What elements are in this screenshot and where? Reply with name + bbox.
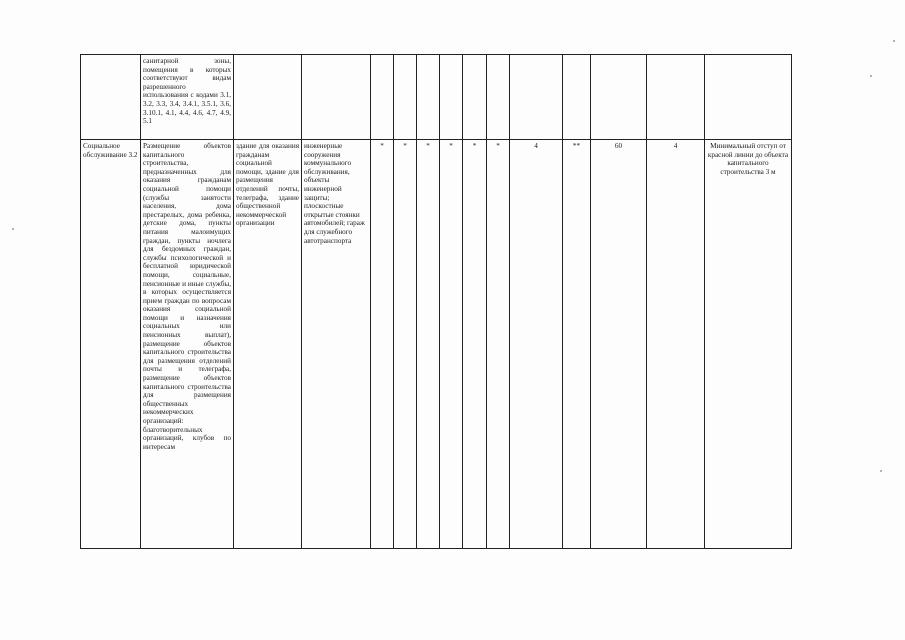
- zoning-regulations-table: [80, 54, 792, 549]
- cell-param-3: *: [417, 140, 440, 549]
- cell-param-4: *: [440, 140, 463, 549]
- cell-notes: [705, 55, 792, 140]
- cell-param-8: **: [563, 140, 591, 549]
- cell-description: Размещение объектов капитального строительства, предназначенных для оказания гражданам социальной помощи (службы занятости населения, дома престарелых, дома ребенка, детские дома, пункты питания малоимущих граждан, пункты ночлега для бездомных граждан, службы психологической и бесплатной юридической помощи, социальные, пенсионные и иные службы, в которых осуществляется прием граждан по вопросам оказания социальной помощи и назначения социальных или пенсионных выплат), размещение объектов капитального строительства для размещения отделений почты и телеграфа, размещение объектов капитального строительства для размещения общественных некоммерческих организаций: благотворительных организаций, клубов по интересам: [141, 140, 234, 549]
- cell-max-coverage: [591, 55, 647, 140]
- cell-main-objects: [234, 55, 302, 140]
- cell-param-8: [563, 55, 591, 140]
- scan-speck: [12, 228, 14, 230]
- cell-auxiliary-objects: [302, 55, 371, 140]
- scan-speck: [880, 470, 882, 472]
- cell-param-2: [394, 55, 417, 140]
- cell-param-1: [371, 55, 394, 140]
- scan-speck: [870, 75, 872, 77]
- cell-param-1: *: [371, 140, 394, 549]
- cell-param-2: *: [394, 140, 417, 549]
- cell-param-4: [440, 55, 463, 140]
- cell-auxiliary-objects: инженерные сооружения коммунального обслуживания, объекты инженерной защиты; плоскостные открытые стоянки автомобилей; гараж для служебного автотранспорта: [302, 140, 371, 549]
- cell-type-name: Социальное обслуживание 3.2: [81, 140, 141, 549]
- cell-param-5: *: [463, 140, 487, 549]
- cell-type-name: [81, 55, 141, 140]
- cell-max-floors: [510, 55, 563, 140]
- cell-param-6: [487, 55, 510, 140]
- table-row-social-services: [81, 140, 792, 549]
- cell-param-10: [647, 55, 705, 140]
- cell-param-10: 4: [647, 140, 705, 549]
- cell-param-3: [417, 55, 440, 140]
- cell-max-floors: 4: [510, 140, 563, 549]
- cell-param-6: *: [487, 140, 510, 549]
- cell-max-coverage: 60: [591, 140, 647, 549]
- cell-main-objects: здание для оказания гражданам социальной помощи, здание для размещения отделений почты, телеграфа, здание общественной некоммерческой организации: [234, 140, 302, 549]
- scan-speck: [893, 40, 895, 42]
- cell-description: санитарной зоны, помещения в которых соответствуют видам разрешенного использования с кодами 3.1, 3.2, 3.3, 3.4, 3.4.1, 3.5.1, 3.6, 3.10.1, 4.1, 4.4, 4.6, 4.7, 4.9, 5.1: [141, 55, 234, 140]
- cell-notes: Минимальный отступ от красной линии до объекта капитального строительства 3 м: [705, 140, 792, 549]
- cell-param-5: [463, 55, 487, 140]
- table-row-continuation: [81, 55, 792, 140]
